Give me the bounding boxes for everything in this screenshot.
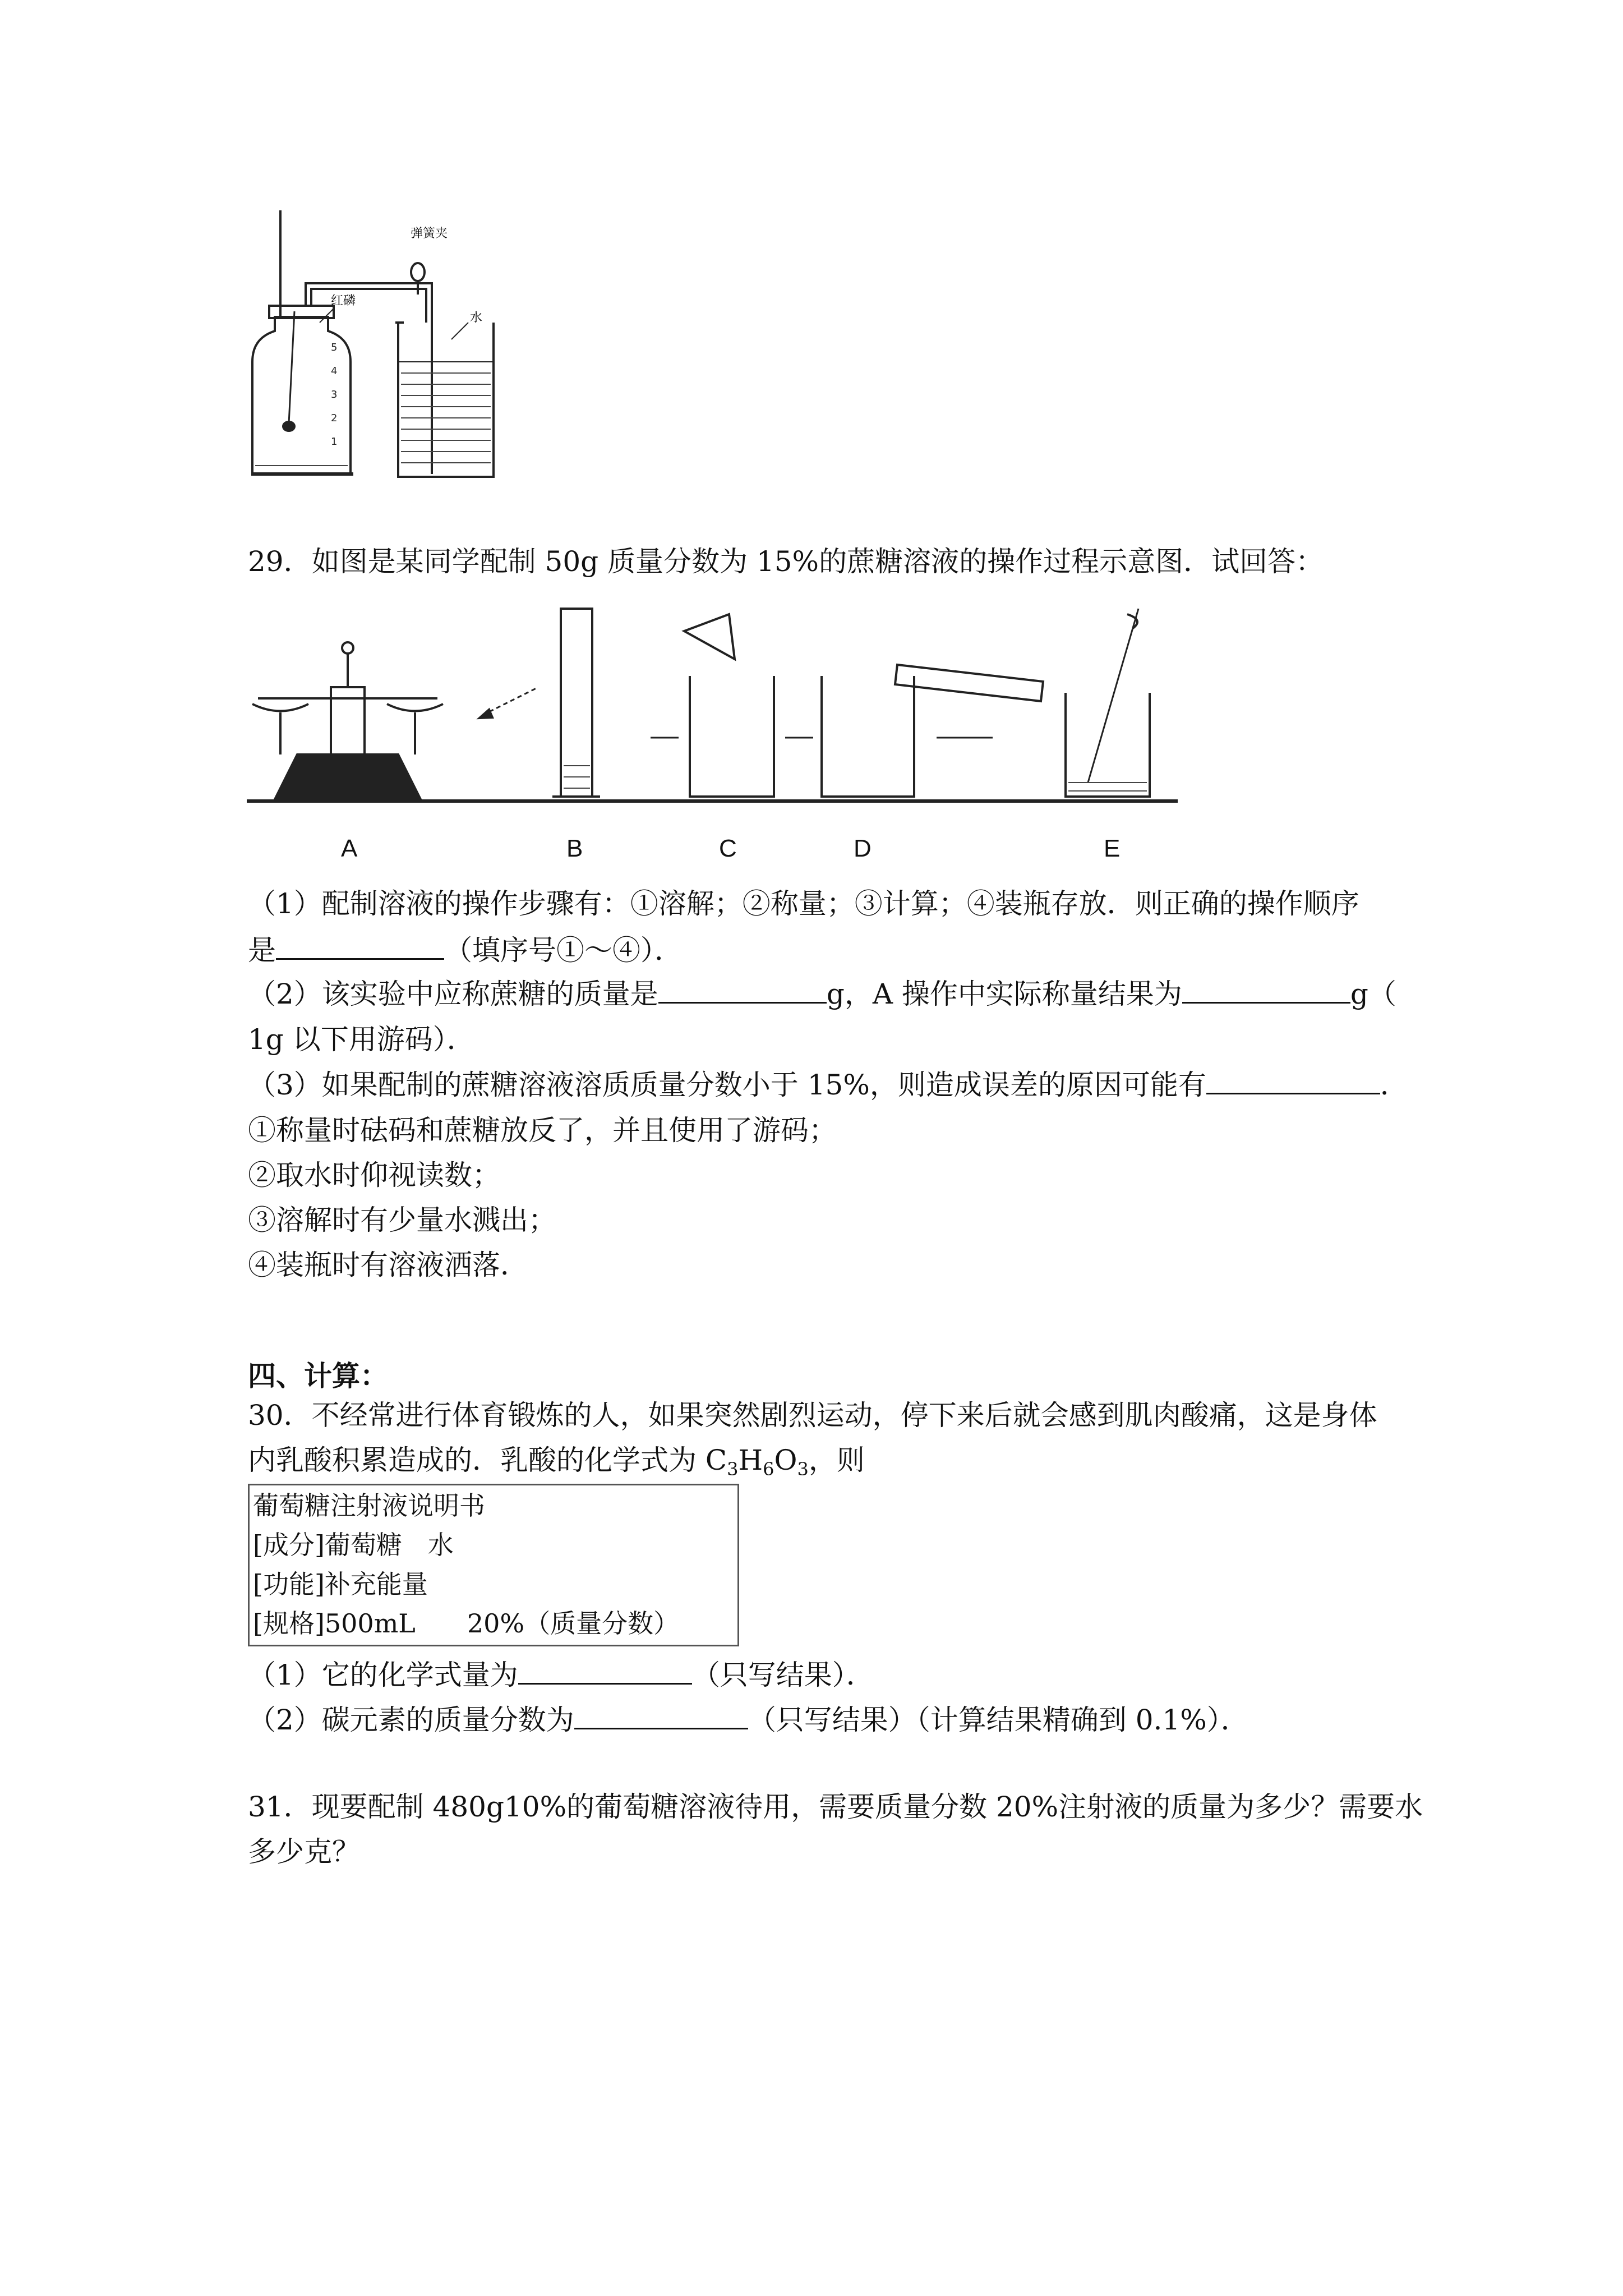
solution-preparation-figure <box>247 597 1211 822</box>
q29-part2-text: g（ <box>1350 978 1396 1010</box>
label-box-function: [功能]补充能量 <box>253 1569 428 1599</box>
q29-part1-prefix: 是 <box>248 934 276 967</box>
water-label: 水 <box>470 311 483 325</box>
clamp-label: 弹簧夹 <box>411 227 448 241</box>
q30-stem-line2 <box>248 1442 865 1488</box>
label-box-ingredients: [成分]葡萄糖 水 <box>253 1530 454 1560</box>
phosphorus-label: 红磷 <box>331 294 356 308</box>
q30-part2-suffix: （只写结果）（计算结果精确到 0.1%）． <box>748 1704 1249 1736</box>
formula-element: H <box>738 1444 763 1476</box>
q30-part1 <box>248 1656 874 1694</box>
formula-element: O <box>774 1444 797 1476</box>
q29-option-4: ④装瓶时有溶液洒落． <box>248 1249 528 1281</box>
q29-part2-text: g，A 操作中实际称量结果为 <box>826 978 1182 1010</box>
q29-part1-line2 <box>248 931 683 969</box>
q29-part1-suffix: （填序号①～④）． <box>444 934 683 967</box>
label-box-spec: [规格]500mL 20%（质量分数） <box>253 1608 680 1639</box>
q29-option-2: ②取水时仰视读数； <box>248 1159 500 1191</box>
q29-part1-line1: （1）配制溶液的操作步骤有：①溶解；②称量；③计算；④装瓶存放．则正确的操作顺序 <box>248 887 1359 920</box>
q30-part1-suffix: （只写结果）． <box>691 1659 874 1691</box>
q29-part3-suffix: ． <box>1380 1069 1408 1101</box>
q30-part1-text: （1）它的化学式量为 <box>248 1659 518 1691</box>
answer-blank[interactable] <box>1206 1066 1380 1094</box>
q29-stem: 29．如图是某同学配制 50g 质量分数为 15%的蔗糖溶液的操作过程示意图．试回答： <box>248 545 1324 578</box>
scale-mark: 4 <box>331 365 338 377</box>
q29-option-1: ①称量时砝码和蔗糖放反了，并且使用了游码； <box>248 1114 837 1147</box>
q30-part2-text: （2）碳元素的质量分数为 <box>248 1704 574 1736</box>
q29-part3-text: （3）如果配制的蔗糖溶液溶质质量分数小于 15%，则造成误差的原因可能有 <box>248 1069 1206 1101</box>
answer-blank[interactable] <box>658 975 827 1004</box>
q29-part3-line1 <box>248 1066 1408 1103</box>
section-title: 四、计算： <box>248 1359 388 1392</box>
figure-letter-a: A <box>341 835 358 862</box>
scale-mark: 1 <box>331 436 338 448</box>
figure-letter-d: D <box>854 835 872 862</box>
answer-blank[interactable] <box>518 1656 692 1685</box>
figure-letter-c: C <box>719 835 737 862</box>
q29-option-3: ③溶解时有少量水溅出； <box>248 1204 556 1236</box>
figure-letter-e: E <box>1104 835 1121 862</box>
formula-subscript: 3 <box>727 1458 739 1480</box>
answer-blank[interactable] <box>276 931 444 960</box>
answer-blank[interactable] <box>1182 975 1350 1004</box>
formula-subscript: 3 <box>797 1458 809 1480</box>
glucose-label-box <box>248 1484 739 1646</box>
q30-stem-text: ，则 <box>808 1444 865 1476</box>
figure-letter-b: B <box>566 835 583 862</box>
q29-part2-line1 <box>248 975 1396 1013</box>
scale-mark: 2 <box>331 412 338 424</box>
scale-mark: 3 <box>331 389 338 401</box>
q29-part2-text: （2）该实验中应称蔗糖的质量是 <box>248 978 658 1010</box>
answer-blank[interactable] <box>574 1701 748 1729</box>
phosphorus-apparatus-figure <box>247 210 505 488</box>
q31-line2: 多少克？ <box>248 1835 360 1868</box>
q29-part2-line2: 1g 以下用游码）． <box>248 1023 475 1056</box>
q31-line1: 31．现要配制 480g10%的葡萄糖溶液待用，需要质量分数 20%注射液的质量为多少？需要水 <box>248 1791 1423 1823</box>
phosphorus-sample <box>282 421 296 432</box>
scale-mark: 5 <box>331 342 338 353</box>
label-box-title: 葡萄糖注射液说明书 <box>253 1490 485 1521</box>
formula-subscript: 6 <box>763 1458 774 1480</box>
q30-stem-text: 内乳酸积累造成的．乳酸的化学式为 C <box>248 1444 727 1476</box>
q30-part2 <box>248 1701 1249 1738</box>
q30-stem-line1: 30．不经常进行体育锻炼的人，如果突然剧烈运动，停下来后就会感到肌肉酸痛，这是身体 <box>248 1399 1377 1432</box>
